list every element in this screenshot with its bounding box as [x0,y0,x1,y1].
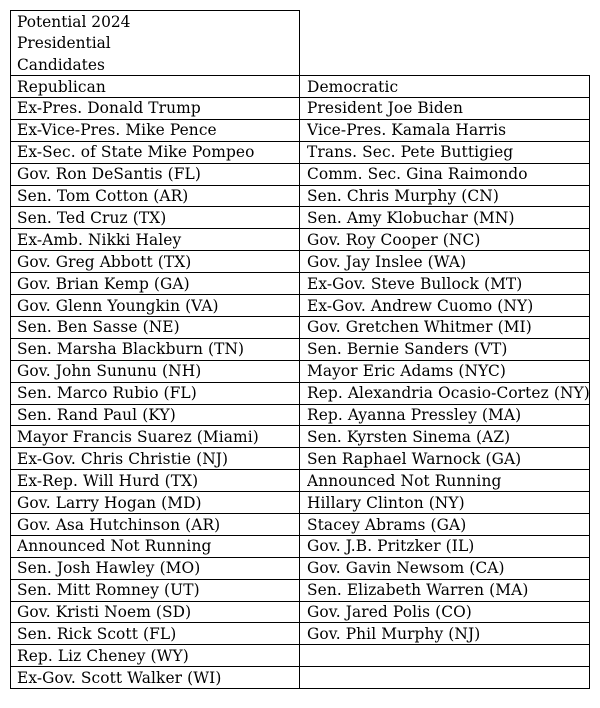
democratic-cell: Gov. J.B. Pritzker (IL) [307,537,475,556]
republican-cell: Gov. John Sununu (NH) [17,362,202,381]
republican-cell: Sen. Tom Cotton (AR) [17,187,189,205]
republican-cell: Sen. Mitt Romney (UT) [17,581,200,600]
republican-cell: Sen. Marsha Blackburn (TN) [17,340,245,359]
header-democratic: Democratic [307,77,399,96]
democratic-cell: Trans. Sec. Pete Buttigieg [307,143,514,162]
democratic-cell: Vice-Pres. Kamala Harris [307,121,507,140]
democratic-cell: Sen. Chris Murphy (CN) [307,187,499,205]
title-line: Potential 2024 [17,13,131,31]
republican-cell: Sen. Marco Rubio (FL) [17,384,197,403]
republican-cell: Sen. Ben Sasse (NE) [17,318,180,337]
democratic-cell: Rep. Ayanna Pressley (MA) [307,406,522,424]
table-title [17,12,297,76]
democratic-cell: Mayor Eric Adams (NYC) [307,362,507,381]
democratic-cell: Sen. Kyrsten Sinema (AZ) [307,427,511,446]
democratic-cell: Gov. Roy Cooper (NC) [307,230,481,249]
title-line: Presidential [17,34,111,53]
republican-cell: Gov. Asa Hutchinson (AR) [17,515,221,534]
republican-cell: Gov. Glenn Youngkin (VA) [17,296,219,315]
democratic-cell: Sen Raphael Warnock (GA) [307,449,522,468]
table-divider-middle [299,10,300,688]
democratic-cell: President Joe Biden [307,99,464,118]
democratic-cell: Sen. Elizabeth Warren (MA) [307,581,529,600]
republican-cell: Ex-Vice-Pres. Mike Pence [17,121,217,140]
table-border-top [10,10,300,11]
republican-cell: Mayor Francis Suarez (Miami) [17,427,259,446]
republican-cell: Announced Not Running [17,537,212,556]
democratic-cell: Rep. Alexandria Ocasio-Cortez (NY) [307,384,590,403]
democratic-cell: Gov. Jay Inslee (WA) [307,252,467,271]
republican-cell: Ex-Amb. Nikki Haley [17,230,182,249]
republican-cell: Ex-Sec. of State Mike Pompeo [17,143,255,162]
republican-cell: Rep. Liz Cheney (WY) [17,646,189,665]
democratic-cell: Sen. Amy Klobuchar (MN) [307,208,515,227]
democratic-cell: Announced Not Running [307,471,502,490]
democratic-cell: Comm. Sec. Gina Raimondo [307,165,528,184]
republican-cell: Gov. Greg Abbott (TX) [17,252,192,271]
republican-cell: Sen. Rick Scott (FL) [17,625,177,643]
header-republican: Republican [17,77,106,96]
republican-cell: Gov. Ron DeSantis (FL) [17,165,201,184]
republican-cell: Ex-Pres. Donald Trump [17,99,201,118]
republican-cell: Ex-Gov. Scott Walker (WI) [17,668,222,687]
republican-cell: Gov. Kristi Noem (SD) [17,603,192,622]
democratic-cell: Sen. Bernie Sanders (VT) [307,340,508,359]
democratic-cell: Gov. Jared Polis (CO) [307,603,472,622]
republican-cell: Gov. Brian Kemp (GA) [17,274,190,293]
democratic-cell: Gov. Gretchen Whitmer (MI) [307,318,532,337]
democratic-cell: Ex-Gov. Andrew Cuomo (NY) [307,296,534,315]
republican-cell: Ex-Rep. Will Hurd (TX) [17,471,199,490]
republican-cell: Sen. Rand Paul (KY) [17,406,176,424]
republican-cell: Sen. Josh Hawley (MO) [17,559,201,578]
democratic-cell: Hillary Clinton (NY) [307,493,465,512]
republican-cell: Sen. Ted Cruz (TX) [17,208,167,227]
title-line: Candidates [17,55,105,74]
democratic-cell: Ex-Gov. Steve Bullock (MT) [307,274,523,293]
democratic-cell: Gov. Phil Murphy (NJ) [307,625,481,643]
table-border-left [10,10,11,688]
democratic-cell: Gov. Gavin Newsom (CA) [307,559,505,578]
republican-cell: Gov. Larry Hogan (MD) [17,493,202,512]
republican-cell: Ex-Gov. Chris Christie (NJ) [17,449,229,468]
democratic-cell: Stacey Abrams (GA) [307,515,467,534]
